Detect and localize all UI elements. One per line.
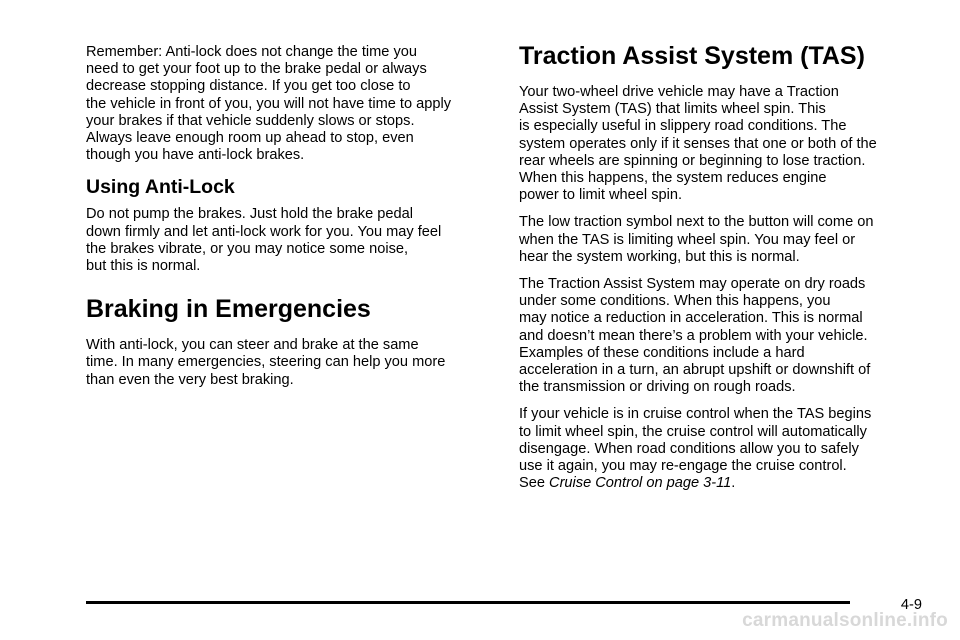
using-anti-lock-heading: Using Anti-Lock [86,176,235,199]
braking-in-emergencies-paragraph: With anti-lock, you can steer and brake at the same time. In many emergencies, steering can help you more than even the very best braking. [86,337,446,388]
traction-assist-heading: Traction Assist System (TAS) [519,42,865,70]
watermark-text: carmanualsonline.info [742,610,948,631]
tas-paragraph-4 [519,406,929,492]
cruise-control-cross-reference-link[interactable]: Cruise Control on page 3-11 [549,475,732,492]
footer-rule [86,601,850,604]
using-anti-lock-paragraph: Do not pump the brakes. Just hold the brake pedal down firmly and let anti-lock work for you. You may feel the brakes vibrate, or you may notice some noise, but this is normal. [86,206,442,275]
page-number: 4-9 [900,597,922,613]
tas-paragraph-4-text: If your vehicle is in cruise control when the TAS begins to limit wheel spin, the cruise control will automatically disengage. When road conditions allow you to safely use it again, you may re-engage the cruise control. [519,406,872,475]
left-column [86,44,496,399]
anti-lock-reminder-paragraph: Remember: Anti-lock does not change the time you need to get your foot up to the brake pedal or always decrease stopping distance. If you get too close to the vehicle in front of you, you will not have time to apply your brakes if that vehicle suddenly slows or stops. Always leave enough room up ahead to stop, even though you have anti-lock brakes. [86,44,452,164]
right-column [519,42,929,502]
tas-paragraph-2: The low traction symbol next to the button will come on when the TAS is limiting wheel spin. You may feel or hear the system working, but this is normal. [519,214,874,265]
tas-paragraph-1: Your two-wheel drive vehicle may have a Traction Assist System (TAS) that limits wheel spin. This is especially useful in slippery road conditions. The system operates only if it senses that one or both of the rear wheels are spinning or beginning to lose traction. When this happens, the system reduces engine power to limit wheel spin. [519,84,877,204]
braking-in-emergencies-heading: Braking in Emergencies [86,295,371,324]
tas-paragraph-3: The Traction Assist System may operate on dry roads under some conditions. When this happens, you may notice a reduction in acceleration. This is normal and doesn’t mean there’s a problem with your vehicle. Examples of these conditions include a hard acceleration in a turn, an abrupt upshift or downshift of the transmission or driving on rough roads. [519,276,871,396]
see-prefix: See [519,475,550,492]
see-suffix: . [731,475,736,492]
